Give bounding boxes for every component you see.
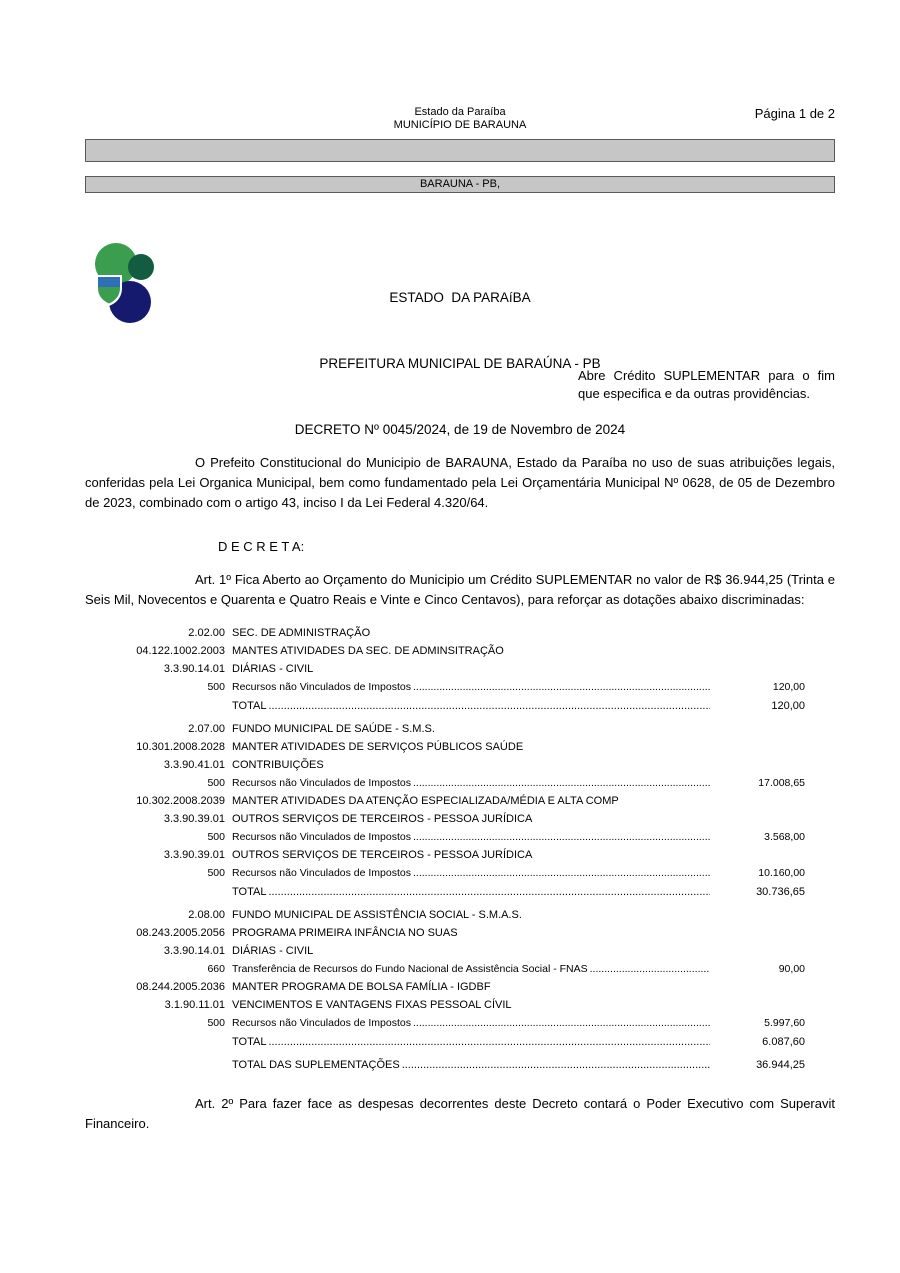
article-2-paragraph: Art. 2º Para fazer face as despesas decorrentes deste Decreto contará o Poder Executivo com Superavit Financeiro. <box>85 1096 835 1131</box>
budget-row-value: 10.160,00 <box>758 867 805 879</box>
budget-row-code: 500 <box>207 1017 225 1029</box>
ementa-paragraph: Abre Crédito SUPLEMENTAR para o fim que especifica e da outras providências. <box>578 368 835 401</box>
budget-row-program <box>85 792 805 810</box>
budget-row-description <box>232 792 710 810</box>
budget-row-value: 5.997,60 <box>764 1017 805 1029</box>
budget-row-code: 3.3.90.14.01 <box>163 663 225 675</box>
budget-row-code: 10.302.2008.2039 <box>136 795 225 807</box>
budget-row-description <box>232 697 710 715</box>
title-prefeitura: PREFEITURA MUNICIPAL DE BARAÚNA - PB <box>319 356 601 371</box>
budget-row-code: 3.3.90.14.01 <box>163 945 225 957</box>
dotted-leader <box>268 883 710 901</box>
budget-table <box>85 624 805 1074</box>
budget-row-description <box>232 624 710 642</box>
budget-row-section <box>85 906 805 924</box>
budget-row-resource <box>85 828 805 846</box>
municipality-logo <box>88 241 164 327</box>
budget-row-value: 17.008,65 <box>758 777 805 789</box>
budget-row-description-text: MANTES ATIVIDADES DA SEC. DE ADMINSITRAÇÃO <box>232 645 504 657</box>
budget-row-description <box>232 678 710 696</box>
dotted-leader <box>413 1014 710 1032</box>
dotted-leader <box>402 1056 710 1074</box>
budget-row-description <box>232 942 710 960</box>
budget-row-description <box>232 828 710 846</box>
budget-row-description <box>232 720 710 738</box>
budget-row-element <box>85 942 805 960</box>
budget-row-description <box>232 774 710 792</box>
budget-row-program <box>85 978 805 996</box>
dotted-leader <box>413 678 710 696</box>
preamble-paragraph: O Prefeito Constitucional do Municipio de BARAUNA, Estado da Paraíba no uso de suas atribuições legais, conferidas pela Lei Organica Municipal, bem como fundamentado pela Lei Orçamentária Municipal Nº 0628, de 05 de Dezembro de 2023, combinado com o artigo 43, inciso I da Lei Federal 4.320/64. <box>85 455 835 510</box>
budget-row-code: 500 <box>207 681 225 693</box>
budget-row-code: 3.3.90.41.01 <box>163 759 225 771</box>
budget-row-description <box>232 642 710 660</box>
budget-row-code: 500 <box>207 867 225 879</box>
title-state: ESTADO DA PARAíBA <box>389 290 531 305</box>
budget-row-resource <box>85 678 805 696</box>
budget-row-resource <box>85 1014 805 1032</box>
budget-row-section <box>85 624 805 642</box>
header-municipality: MUNICÍPIO DE BARAUNA <box>393 119 527 131</box>
budget-row-description-text: TOTAL DAS SUPLEMENTAÇÕES <box>232 1059 400 1071</box>
title-decreto: DECRETO Nº 0045/2024, de 19 de Novembro de 2024 <box>294 422 626 437</box>
budget-row-description <box>232 996 710 1014</box>
budget-row-value: 36.944,25 <box>756 1059 805 1071</box>
dotted-leader <box>590 960 710 978</box>
dotted-leader <box>413 864 710 882</box>
budget-row-total <box>85 697 805 715</box>
budget-row-description-text: MANTER ATIVIDADES DA ATENÇÃO ESPECIALIZADA/MÉDIA E ALTA COMP <box>232 795 619 807</box>
budget-row-code: 08.244.2005.2036 <box>136 981 225 993</box>
budget-row-code: 2.02.00 <box>188 627 225 639</box>
budget-row-description <box>232 924 710 942</box>
header-bar-city <box>85 176 835 193</box>
budget-row-code: 08.243.2005.2056 <box>136 927 225 939</box>
budget-row-description <box>232 756 710 774</box>
budget-row-grandtotal <box>85 1056 805 1074</box>
budget-row-value: 120,00 <box>772 681 805 693</box>
budget-row-section <box>85 720 805 738</box>
budget-row-description-text: PROGRAMA PRIMEIRA INFÂNCIA NO SUAS <box>232 927 458 939</box>
budget-row-description <box>232 1056 710 1074</box>
budget-row-description-text: FUNDO MUNICIPAL DE ASSISTÊNCIA SOCIAL - S.M.A.S. <box>232 909 522 921</box>
budget-row-code: 3.3.90.39.01 <box>163 813 225 825</box>
title-block <box>85 241 835 485</box>
budget-row-description <box>232 810 710 828</box>
budget-row-description-text: Recursos não Vinculados de Impostos <box>232 867 411 879</box>
coat-of-arms-icon <box>88 241 164 327</box>
budget-row-description <box>232 864 710 882</box>
budget-row-code: 2.08.00 <box>188 909 225 921</box>
budget-row-program <box>85 738 805 756</box>
budget-row-description-text: VENCIMENTOS E VANTAGENS FIXAS PESSOAL CÍVIL <box>232 999 512 1011</box>
header-bar-empty <box>85 139 835 162</box>
budget-row-element <box>85 660 805 678</box>
dotted-leader <box>413 774 710 792</box>
budget-row-program <box>85 642 805 660</box>
budget-row-description <box>232 1033 710 1051</box>
dotted-leader <box>268 697 710 715</box>
dotted-leader <box>413 828 710 846</box>
budget-row-description-text: OUTROS SERVIÇOS DE TERCEIROS - PESSOA JURÍDICA <box>232 849 533 861</box>
budget-row-description-text: TOTAL <box>232 700 267 712</box>
budget-row-element <box>85 846 805 864</box>
budget-row-description-text: Recursos não Vinculados de Impostos <box>232 1017 411 1029</box>
budget-row-description <box>232 906 710 924</box>
budget-row-program <box>85 924 805 942</box>
budget-row-description-text: FUNDO MUNICIPAL DE SAÚDE - S.M.S. <box>232 723 435 735</box>
budget-row-value: 3.568,00 <box>764 831 805 843</box>
budget-row-value: 30.736,65 <box>756 886 805 898</box>
budget-row-element <box>85 996 805 1014</box>
budget-row-code: 500 <box>207 831 225 843</box>
header-bar-city-label: BARAUNA - PB, <box>419 178 501 190</box>
budget-row-description-text: DIÁRIAS - CIVIL <box>232 663 314 675</box>
article-1-paragraph: Art. 1º Fica Aberto ao Orçamento do Municipio um Crédito SUPLEMENTAR no valor de R$ 36.944,25 (Trinta e Seis Mil, Novecentos e Quarenta e Quatro Reais e Vinte e Cinco Centavos), para reforçar as dotações abaixo discriminadas: <box>85 572 835 607</box>
budget-row-description-text: DIÁRIAS - CIVIL <box>232 945 314 957</box>
budget-row-resource <box>85 960 805 978</box>
budget-row-element <box>85 810 805 828</box>
budget-row-element <box>85 756 805 774</box>
dotted-leader <box>268 1033 710 1051</box>
budget-row-description-text: CONTRIBUIÇÕES <box>232 759 324 771</box>
budget-row-value: 90,00 <box>778 963 805 975</box>
budget-row-code: 660 <box>207 963 225 975</box>
budget-row-code: 2.07.00 <box>188 723 225 735</box>
budget-row-value: 120,00 <box>771 700 805 712</box>
budget-row-description <box>232 960 710 978</box>
decreta-heading: D E C R E T A: <box>218 539 305 554</box>
budget-row-description <box>232 883 710 901</box>
budget-row-description-text: Recursos não Vinculados de Impostos <box>232 681 411 693</box>
budget-row-description-text: TOTAL <box>232 1036 267 1048</box>
budget-row-description-text: Transferência de Recursos do Fundo Nacional de Assistência Social - FNAS <box>232 963 588 975</box>
budget-row-description-text: OUTROS SERVIÇOS DE TERCEIROS - PESSOA JURÍDICA <box>232 813 533 825</box>
budget-row-description <box>232 846 710 864</box>
budget-row-description-text: Recursos não Vinculados de Impostos <box>232 777 411 789</box>
budget-row-description-text: SEC. DE ADMINISTRAÇÃO <box>232 627 371 639</box>
budget-row-description-text: Recursos não Vinculados de Impostos <box>232 831 411 843</box>
budget-row-code: 500 <box>207 777 225 789</box>
budget-row-code: 04.122.1002.2003 <box>136 645 225 657</box>
header-state: Estado da Paraíba <box>414 106 506 118</box>
budget-row-total <box>85 1033 805 1051</box>
budget-row-description <box>232 978 710 996</box>
budget-row-description-text: MANTER ATIVIDADES DE SERVIÇOS PÚBLICOS SAÚDE <box>232 741 524 753</box>
budget-row-value: 6.087,60 <box>762 1036 805 1048</box>
budget-row-resource <box>85 864 805 882</box>
budget-row-code: 3.3.90.39.01 <box>163 849 225 861</box>
budget-row-resource <box>85 774 805 792</box>
budget-row-total <box>85 883 805 901</box>
budget-row-description-text: MANTER PROGRAMA DE BOLSA FAMÍLIA - IGDBF <box>232 981 491 993</box>
page-indicator: Página 1 de 2 <box>754 106 835 121</box>
budget-row-description <box>232 738 710 756</box>
budget-row-description <box>232 1014 710 1032</box>
budget-row-description-text: TOTAL <box>232 886 267 898</box>
budget-row-code: 10.301.2008.2028 <box>136 741 225 753</box>
document-header <box>85 106 835 132</box>
budget-row-description <box>232 660 710 678</box>
budget-row-code: 3.1.90.11.01 <box>164 999 225 1011</box>
